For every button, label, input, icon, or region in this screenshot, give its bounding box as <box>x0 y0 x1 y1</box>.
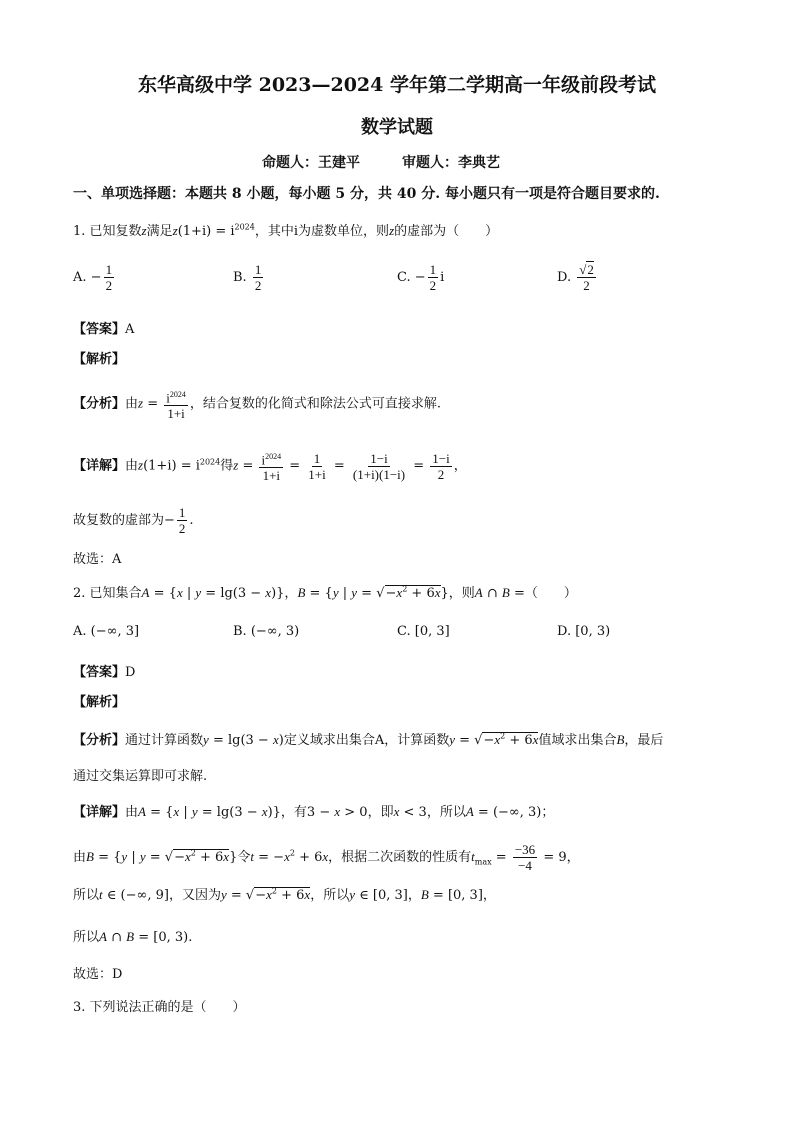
q2-option-c: C. [0, 3] <box>397 624 450 639</box>
q2-xiangjie-line4: 所以A ∩ B = [0, 3). <box>73 929 193 945</box>
q2-option-a: A. (−∞, 3] <box>73 624 140 639</box>
q2-analysis-tag: 【解析】 <box>73 695 126 710</box>
q1-analysis-tag: 【解析】 <box>73 352 126 367</box>
exam-authors: 命题人：王建平 审题人：李典艺 <box>262 155 500 171</box>
q1-option-b: B. $\frac{1}{2}$ <box>233 262 262 293</box>
q1-xiangjie: 【详解】由$z(1+i) = i^{2024}$得z = $\frac{i^{2024}}{1+i}$ = $\frac{1}{1+i}$ = $\frac{1-i}{(1+i)(1-i)}$ = $\frac{1-i}{2}$ ， <box>73 450 467 484</box>
exam-title: 东华高级中学 2023—2024 学年第二学期高一年级前段考试 <box>138 74 656 96</box>
q1-fenxi: 【分析】由z = $\frac{i^{2024}}{1+i}$ ，结合复数的化简式和除法公式可直接求解. <box>73 387 441 421</box>
q1-option-d: D. $\frac{√2}{2}$ <box>557 262 594 293</box>
q2-stem: 2. 已知集合A = {x | y = lg(3 − x)}，B = {y | $y = √-x^2 + 6x$}，则A ∩ B =（ ） <box>73 584 577 601</box>
q1-stem: 1. 已知复数z满足$z(1+i) = i^{2024}$，其中i为虚数单位，则z的虚部为（ ） <box>73 222 499 239</box>
q2-fenxi: 【分析】通过计算函数y = lg(3 − x)定义域求出集合A，计算函数$y = √-x^2 + 6x$值域求出集合B，最后 <box>73 731 664 748</box>
q2-xiangjie-line3: 所以t ∈ (−∞, 9]，又因为$y = √-x^2 + 6x$，所以y ∈ [0, 3]，B = [0, 3]， <box>73 886 496 903</box>
q2-xiangjie-line1: 【详解】由A = {x | y = lg(3 − x)}，有3 − x > 0，即x < 3，所以A = (−∞, 3)； <box>73 804 555 820</box>
q2-option-d: D. [0, 3) <box>557 624 611 639</box>
q1-conclusion: 故复数的虚部为− $\frac{1}{2}$ . <box>73 505 194 536</box>
section-heading: 一、单项选择题：本题共 8 小题，每小题 5 分，共 40 分. 每小题只有一项是符合题目要求的. <box>73 186 660 202</box>
q1-option-c: C. − $\frac{1}{2}$ i <box>397 262 445 293</box>
q3-stem: 3. 下列说法正确的是（ ） <box>73 1000 246 1015</box>
q2-answer: 【答案】D <box>73 665 136 680</box>
q2-xiangjie-line2: 由B = {y | $y = √-x^2 + 6x$}令$t = -x^2 + 6x$，根据二次函数的性质有$t_{max}$ = $\frac{-36}{-4}$ = 9， <box>73 842 580 873</box>
q1-option-a: A. − $\frac{1}{2}$ <box>73 262 113 293</box>
q1-choose: 故选：A <box>73 552 122 567</box>
q2-fenxi-line2: 通过交集运算即可求解. <box>73 769 208 784</box>
exam-subtitle: 数学试题 <box>361 117 433 138</box>
q2-choose: 故选：D <box>73 967 123 982</box>
q1-answer: 【答案】A <box>73 322 135 337</box>
q2-option-b: B. (−∞, 3) <box>233 624 300 639</box>
